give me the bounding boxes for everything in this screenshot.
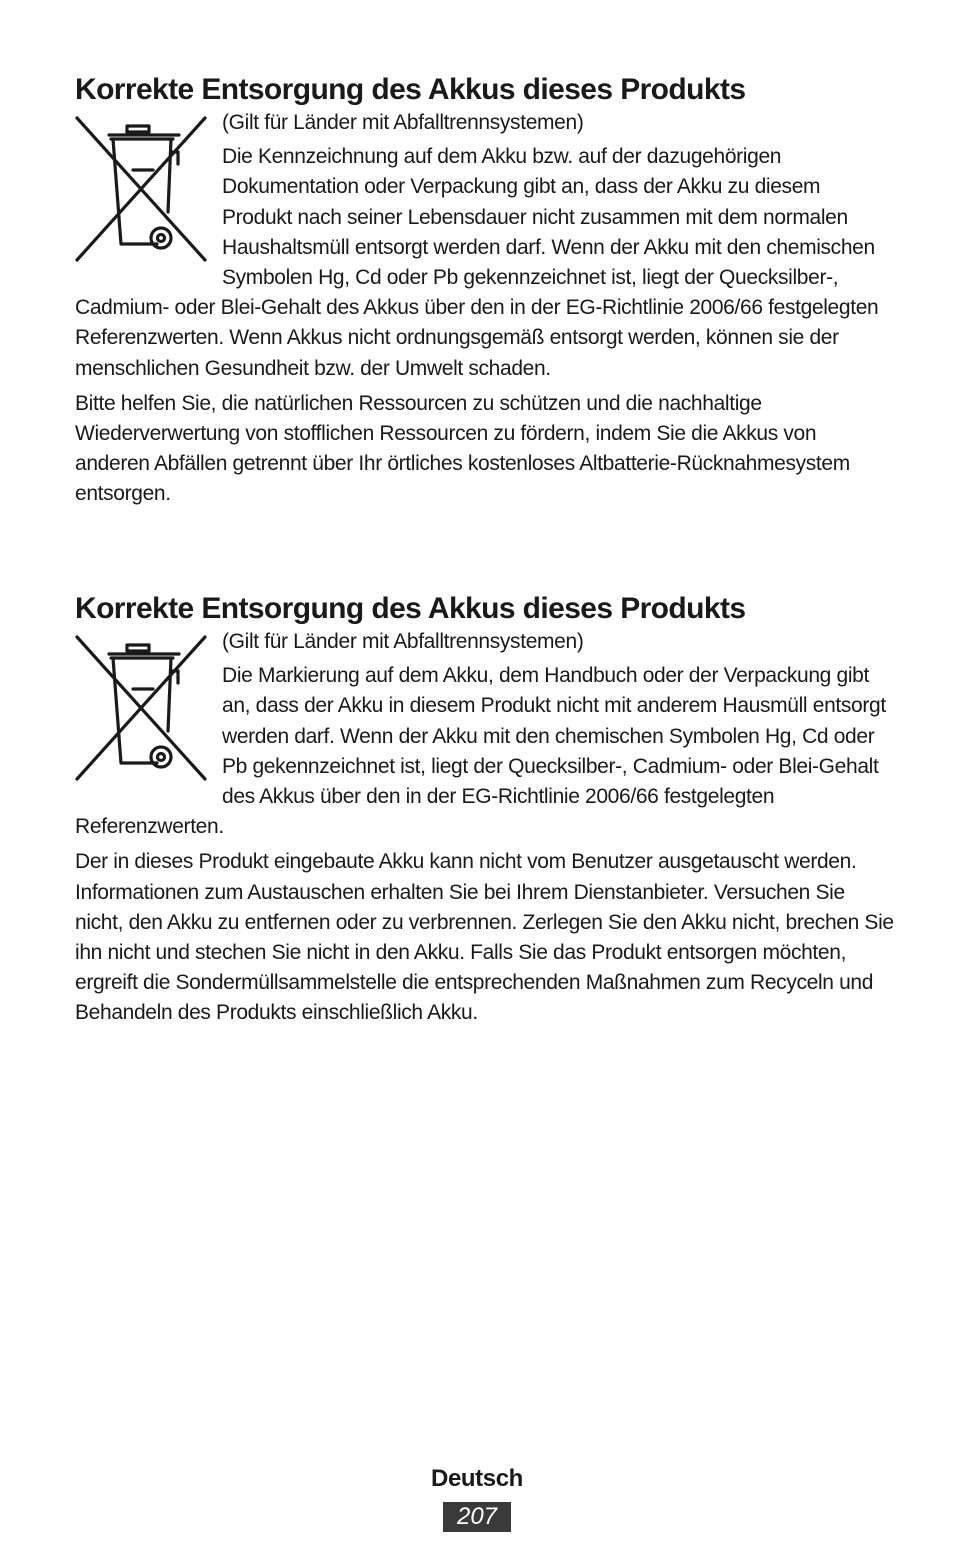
crossed-out-wheelie-bin-icon	[75, 112, 210, 267]
paragraph: Die Markierung auf dem Akku, dem Handbuch oder der Verpackung gibt an, dass der Akku in diesem Produkt nicht mit anderem Hausmüll entsorgt werden darf. Wenn der Akku mit den chemischen Symbolen Hg, Cd oder Pb gekennzeichnet ist, liegt der Quecksilber-, Cadmium- oder Blei-Gehalt des Akkus über den in der EG-Richtlinie 2006/66 festgelegten Referenzwerten.	[75, 664, 886, 839]
page-number: 207	[443, 1502, 511, 1532]
applicability-note: (Gilt für Länder mit Abfalltrennsystemen)	[222, 111, 584, 134]
section-battery-disposal-1	[75, 72, 895, 510]
section-title: Korrekte Entsorgung des Akkus dieses Produkts	[75, 73, 746, 106]
paragraph: Der in dieses Produkt eingebaute Akku kann nicht vom Benutzer ausgetauscht werden. Informationen zum Austauschen erhalten Sie bei Ihrem Dienstanbieter. Versuchen Sie nicht, den Akku zu entfernen oder zu verbrennen. Zerlegen Sie den Akku nicht, brechen Sie ihn nicht und stechen Sie nicht in den Akku. Falls Sie das Produkt entsorgen möchten, ergreift die Sondermüllsammelstelle die entsprechenden Maßnahmen zum Recyceln und Behandeln des Produkts einschließlich Akku.	[75, 850, 894, 1025]
footer-language: Deutsch	[431, 1465, 523, 1492]
applicability-note: (Gilt für Länder mit Abfalltrennsystemen)	[222, 630, 584, 653]
crossed-out-wheelie-bin-icon	[75, 631, 210, 786]
section-title: Korrekte Entsorgung des Akkus dieses Produkts	[75, 592, 746, 625]
paragraph: Die Kennzeichnung auf dem Akku bzw. auf der dazugehörigen Dokumentation oder Verpackung gibt an, dass der Akku zu diesem Produkt nach seiner Lebensdauer nicht zusammen mit dem normalen Haushaltsmüll entsorgt werden darf. Wenn der Akku mit den chemischen Symbolen Hg, Cd oder Pb gekennzeichnet ist, liegt der Quecksilber-, Cadmium- oder Blei-Gehalt des Akkus über den in der EG-Richtlinie 2006/66 festgelegten Referenzwerten. Wenn Akkus nicht ordnungsgemäß entsorgt werden, können sie der menschlichen Gesundheit bzw. der Umwelt schaden.	[75, 145, 879, 380]
page-footer	[0, 1462, 954, 1532]
paragraph: Bitte helfen Sie, die natürlichen Ressourcen zu schützen und die nachhaltige Wiederverwertung von stofflichen Ressourcen zu fördern, indem Sie die Akkus von anderen Abfällen getrennt über Ihr örtliches kostenloses Altbatterie-Rücknahmesystem entsorgen.	[75, 391, 850, 506]
section-battery-disposal-2	[75, 591, 895, 1029]
